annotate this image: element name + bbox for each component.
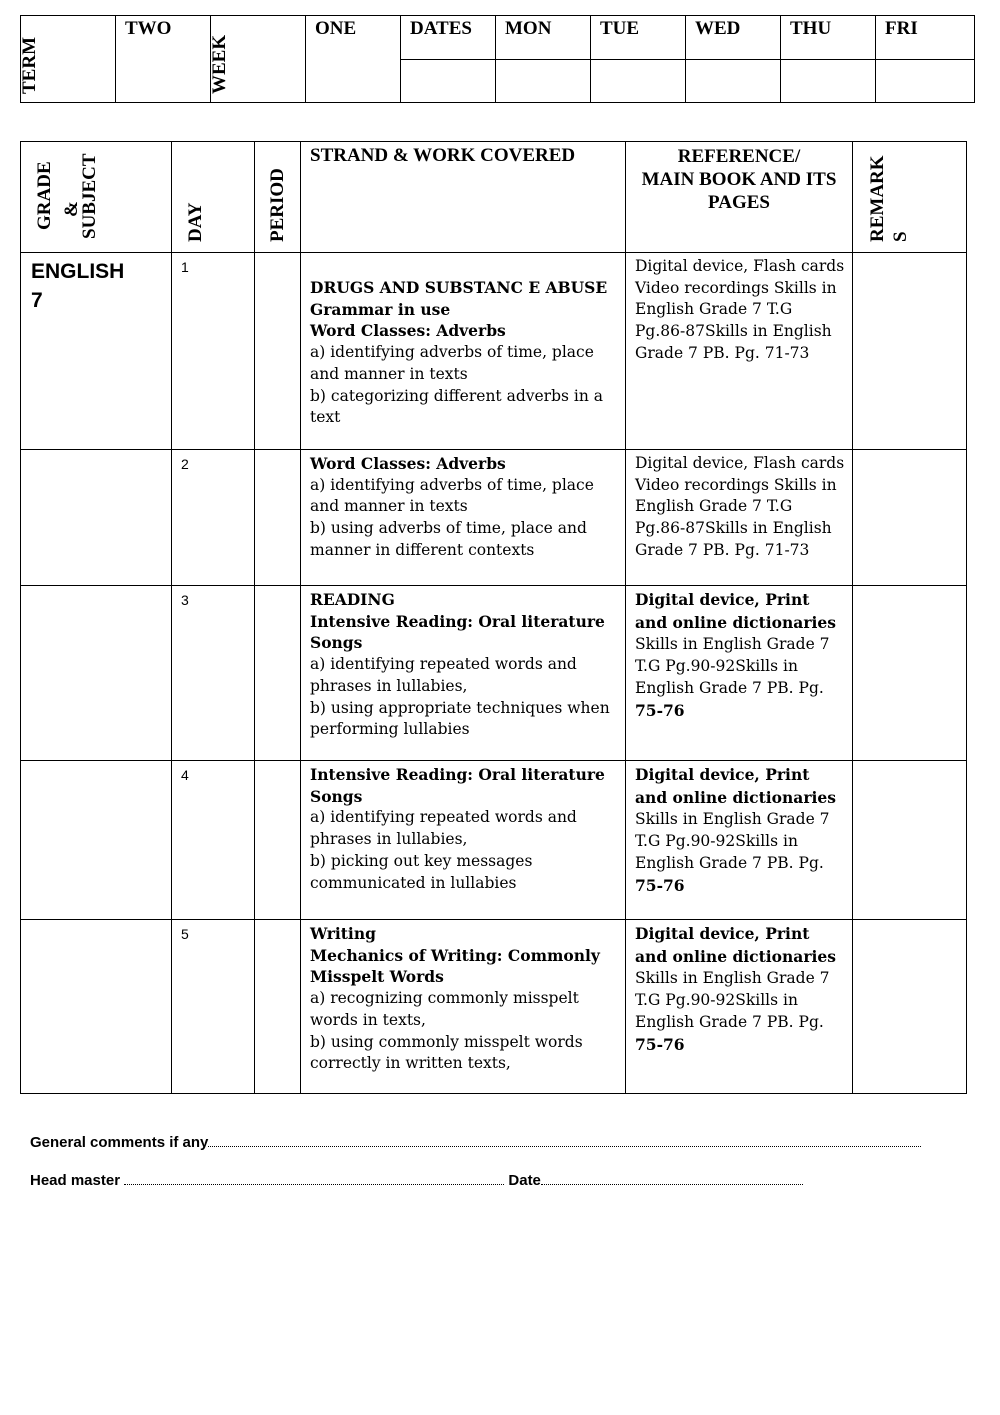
subject-cell [21,253,172,450]
general-comments-field[interactable] [208,1132,921,1147]
subject-cell [21,761,172,920]
work-objective: b) using appropriate techniques when performing lullabies [310,698,610,739]
day-header-tue: TUE [591,16,686,60]
remarks-cell [853,586,967,761]
day-header-fri: FRI [876,16,975,60]
col-header-grade-subject [21,142,172,253]
work-heading: READING [310,590,395,609]
work-objective: b) categorizing different adverbs in a text [310,386,603,427]
reference-resources: Digital device, Print and online dictionaries [635,924,836,966]
mon-date-cell [496,59,591,103]
period-cell [255,450,301,586]
week-label: WEEK [209,34,230,94]
work-covered-cell [301,920,626,1094]
dates-value-cell [401,59,496,103]
subject-cell [21,450,172,586]
term-label-cell [21,16,116,103]
col-header-strand: STRAND & WORK COVERED [301,142,626,253]
work-covered-cell [301,253,626,450]
col-header-remarks-line2: S [890,231,911,242]
col-header-day-label: DAY [185,202,206,242]
work-heading: Grammar in use [310,299,451,319]
reference-resources: Digital device, Print and online dictionaries [635,590,836,632]
col-header-period [255,142,301,253]
work-heading: Intensive Reading: Oral literature Songs [310,765,605,806]
reference-pages: 75-76 [635,1034,685,1054]
reference-cell [626,761,853,920]
reference-cell [626,920,853,1094]
col-header-reference [626,142,853,253]
col-header-period-label: PERIOD [267,168,288,242]
subject-cell [21,586,172,761]
work-covered-cell [301,761,626,920]
day-cell: 5 [172,920,255,1094]
tue-date-cell [591,59,686,103]
scheme-of-work-table [20,141,967,1094]
term-value: TWO [116,16,211,103]
table-row [21,761,967,920]
reference-pages: 75-76 [635,875,685,895]
work-heading: Writing [310,924,376,943]
work-covered-cell [301,586,626,761]
reference-text: Skills in English Grade 7 T.G Pg.90-92Skills in English Grade 7 PB. Pg. [635,969,830,1031]
head-master-label: Head master [30,1172,121,1189]
work-heading: Mechanics of Writing: Commonly Misspelt Words [310,945,600,987]
remarks-cell [853,450,967,586]
period-cell [255,920,301,1094]
table-row [21,253,967,450]
week-label-cell [211,16,306,103]
col-header-remarks-line1: REMARK [867,155,888,242]
work-objective: a) identifying repeated words and phrases in lullabies, [310,655,577,695]
work-objective: a) recognizing commonly misspelt words in texts, [310,989,579,1029]
remarks-cell [853,761,967,920]
remarks-cell [853,253,967,450]
reference-pages: 75-76 [635,700,685,720]
work-objective: b) picking out key messages communicated in lullabies [310,851,533,892]
reference-cell [626,450,853,586]
term-week-header-table [20,15,975,103]
work-heading: DRUGS AND SUBSTANC E ABUSE [310,278,608,297]
work-objective: b) using adverbs of time, place and manner in different contexts [310,519,587,559]
day-header-mon: MON [496,16,591,60]
table-header-row [21,142,967,253]
col-header-grade: GRADE [34,161,55,230]
col-header-day [172,142,255,253]
subject-name: ENGLISH [31,260,125,283]
reference-text: Digital device, Flash cards Video recordings Skills in English Grade 7 T.G Pg.86-87Skills in English Grade 7 PB. Pg. 71-73 [635,454,845,559]
work-objective: b) using commonly misspelt words correctly in written texts, [310,1032,583,1073]
day-cell: 4 [172,761,255,920]
general-comments-label: General comments if any [30,1134,209,1151]
wed-date-cell [686,59,781,103]
work-heading: Word Classes: Adverbs [310,321,506,341]
period-cell [255,761,301,920]
reference-text: Digital device, Flash cards Video recordings Skills in English Grade 7 T.G Pg.86-87Skills in English Grade 7 PB. Pg. 71-73 [635,257,845,362]
period-cell [255,253,301,450]
day-header-thu: THU [781,16,876,60]
work-heading: Word Classes: Adverbs [310,454,506,473]
reference-resources: Digital device, Print and online dictionaries [635,765,836,807]
col-header-ampersand: & [61,201,82,217]
col-header-reference-line2: MAIN BOOK AND ITS [641,169,837,190]
fri-date-cell [876,59,975,103]
work-objective: a) identifying repeated words and phrases in lullabies, [310,808,577,849]
head-master-signature-field[interactable] [124,1170,504,1185]
reference-text: Skills in English Grade 7 T.G Pg.90-92Skills in English Grade 7 PB. Pg. [635,810,830,872]
dates-label: DATES [401,16,496,60]
date-label: Date [508,1172,541,1189]
term-label: TERM [19,37,40,94]
table-row [21,920,967,1094]
col-header-reference-line3: PAGES [708,192,770,213]
remarks-cell [853,920,967,1094]
work-objective: a) identifying adverbs of time, place and manner in texts [310,343,594,383]
work-objective: a) identifying adverbs of time, place and manner in texts [310,475,594,516]
head-master-line [30,1170,803,1189]
subject-grade: 7 [31,289,43,312]
col-header-remarks [853,142,967,253]
day-cell: 1 [172,253,255,450]
day-cell: 2 [172,450,255,586]
thu-date-cell [781,59,876,103]
table-row [21,450,967,586]
reference-cell [626,253,853,450]
day-cell: 3 [172,586,255,761]
day-header-wed: WED [686,16,781,60]
week-value: ONE [306,16,401,103]
col-header-subject: SUBJECT [79,153,100,239]
work-covered-cell [301,450,626,586]
work-heading: Intensive Reading: Oral literature Songs [310,611,605,653]
reference-cell [626,586,853,761]
period-cell [255,586,301,761]
col-header-reference-line1: REFERENCE/ [677,146,801,167]
date-field[interactable] [541,1170,803,1185]
table-row [21,586,967,761]
general-comments-line [30,1132,921,1151]
subject-cell [21,920,172,1094]
reference-text: Skills in English Grade 7 T.G Pg.90-92Skills in English Grade 7 PB. Pg. [635,635,830,697]
